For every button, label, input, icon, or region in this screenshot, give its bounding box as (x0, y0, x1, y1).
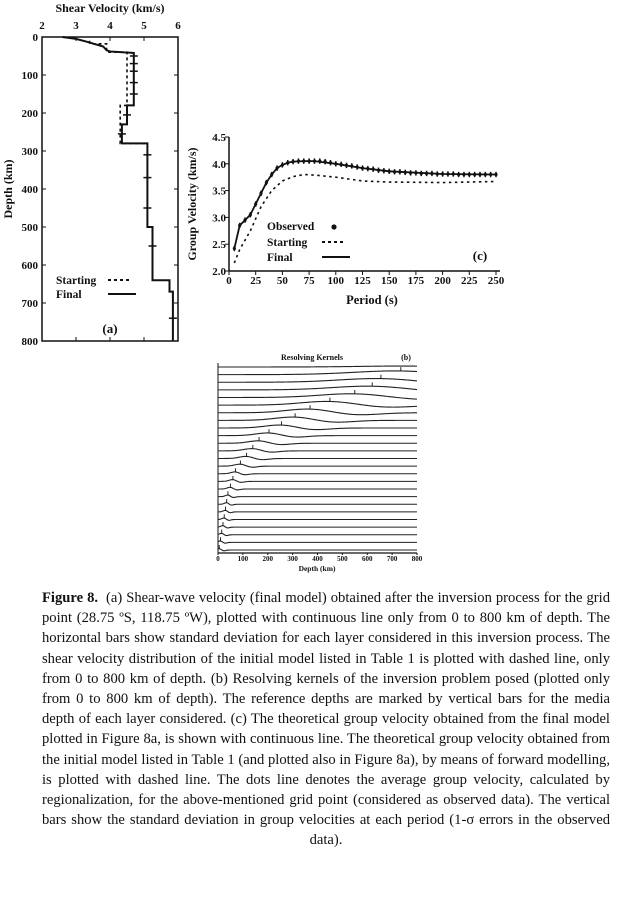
observed-point (388, 170, 391, 173)
x-tick-label: 600 (362, 555, 373, 563)
x-tick-label: 0 (226, 275, 232, 287)
legend-final-c: Final (267, 252, 293, 264)
kernel-curve (218, 386, 417, 390)
panel-a-ylabel: Depth (km) (1, 159, 15, 219)
x-tick-label: 800 (411, 555, 423, 563)
kernel-curve (218, 449, 417, 452)
y-tick-label: 800 (21, 336, 38, 348)
observed-point (414, 171, 417, 174)
observed-point (233, 247, 236, 250)
observed-point (308, 160, 311, 163)
observed-point (377, 169, 380, 172)
legend-observed: Observed (267, 221, 315, 233)
kernel-curve (218, 487, 417, 490)
panel-c-label: (c) (472, 248, 488, 263)
y-tick-label: 400 (21, 184, 38, 196)
panel-b-resolving-kernels (216, 353, 423, 573)
x-tick-label: 500 (337, 555, 348, 563)
observed-point (468, 173, 471, 176)
legend-starting: Starting (56, 275, 97, 287)
observed-point (473, 173, 476, 176)
observed-point (313, 160, 316, 163)
observed-point (334, 162, 337, 165)
observed-point (478, 173, 481, 176)
observed-point (404, 171, 407, 174)
x-tick-label: 150 (380, 275, 398, 287)
kernel-curve (218, 433, 417, 437)
kernel-curve (218, 425, 417, 430)
y-tick-label: 300 (21, 146, 38, 158)
x-tick-label: 3 (73, 20, 79, 32)
kernel-curve (218, 510, 417, 512)
series-starting (90, 41, 148, 144)
panel-b-label: (b) (401, 353, 411, 362)
observed-point (238, 224, 241, 227)
kernel-curve (218, 417, 417, 422)
x-tick-label: 25 (250, 275, 262, 287)
x-tick-label: 200 (262, 555, 273, 563)
y-tick-label: 0 (32, 32, 38, 44)
panel-c-xlabel: Period (s) (346, 293, 398, 307)
observed-point (345, 164, 348, 167)
observed-point (489, 173, 492, 176)
observed-point (281, 163, 284, 166)
observed-point (302, 160, 305, 163)
kernel-curve (218, 379, 417, 383)
observed-point (259, 192, 262, 195)
observed-point (297, 160, 300, 163)
y-tick-label: 100 (21, 70, 38, 82)
x-tick-label: 100 (237, 555, 249, 563)
y-tick-label: 600 (21, 260, 38, 272)
caption-label: Figure 8. (42, 590, 99, 606)
observed-point (329, 161, 332, 164)
kernel-curve (218, 541, 417, 543)
x-tick-label: 175 (407, 275, 425, 287)
x-tick-label: 225 (461, 275, 478, 287)
panel-c-group-velocity (185, 132, 505, 307)
x-tick-label: 400 (312, 555, 323, 563)
legend-starting-c: Starting (267, 237, 308, 249)
caption-text: (a) Shear-wave velocity (final model) obtained after the inversion process for the grid point (28.75 ºS, 118.75 ºW), plotted with continuous line only from 0 to 800 km of depth. The horizontal bars show standard deviation for each layer considered in this inversion process. The shear velocity distribution of the initial model listed in Table 1 is plotted with dashed line, only from 0 to 800 km of depth. (b) Resolving kernels of the inversion problem posed (plotted only from 0 to 800 km of depth). The reference depths are marked by vertical bars for the media depth of each layer considered. (c) The theoretical group velocity obtained from the final model plotted in Figure 8a, is shown with continuous line. The theoretical group velocity obtained from the initial model listed in Table 1 (and plotted also in Figure 8a), by means of forward modelling, is plotted with dashed line. The dots line denotes the average group velocity, calculated by regionalization, for the above-mentioned grid point (considered as observed data). The vertical bars show the standard deviation in group velocities at each period (1-σ errors in the observed data). (42, 590, 611, 849)
observed-point (462, 173, 465, 176)
x-tick-label: 200 (434, 275, 451, 287)
x-tick-label: 4 (107, 20, 113, 32)
panel-c-ylabel: Group Velocity (km/s) (185, 147, 199, 261)
observed-point (457, 173, 460, 176)
figure-caption (42, 588, 610, 851)
series-final (234, 161, 496, 248)
observed-point (270, 173, 273, 176)
observed-point (398, 170, 401, 173)
observed-point (324, 160, 327, 163)
kernel-curve (218, 526, 417, 528)
y-tick-label: 2.0 (212, 266, 226, 278)
observed-point (372, 168, 375, 171)
observed-point (446, 172, 449, 175)
x-tick-label: 6 (175, 20, 181, 32)
observed-point (275, 166, 278, 169)
observed-point (436, 172, 439, 175)
kernel-curve (218, 549, 417, 551)
panel-a-label: (a) (102, 321, 118, 336)
observed-point (265, 181, 268, 184)
kernel-curve (218, 518, 417, 520)
x-tick-label: 300 (287, 555, 298, 563)
panel-b-xlabel: Depth (km) (298, 564, 336, 573)
panel-a-shear-velocity (1, 1, 181, 348)
observed-point (484, 173, 487, 176)
observed-point (452, 172, 455, 175)
kernel-curve (218, 394, 417, 399)
observed-point (382, 169, 385, 172)
x-tick-label: 75 (303, 275, 315, 287)
x-tick-label: 5 (141, 20, 147, 32)
observed-point (430, 172, 433, 175)
observed-point (318, 160, 321, 163)
observed-point (425, 172, 428, 175)
y-tick-label: 4.0 (212, 158, 226, 171)
kernel-curve (218, 366, 417, 367)
series-starting (234, 175, 496, 263)
y-tick-label: 700 (21, 298, 38, 310)
kernel-curve (218, 441, 417, 445)
observed-point (286, 161, 289, 164)
observed-point (254, 202, 257, 205)
panel-a-title: Shear Velocity (km/s) (55, 1, 165, 15)
observed-point (291, 160, 294, 163)
kernel-curve (218, 464, 417, 467)
kernel-curve (218, 533, 417, 535)
kernel-curve (218, 472, 417, 475)
y-tick-label: 4.5 (212, 132, 226, 144)
observed-point (249, 213, 252, 216)
y-tick-label: 3.5 (212, 185, 226, 198)
observed-point (361, 166, 364, 169)
x-tick-label: 100 (327, 275, 345, 287)
observed-point (340, 163, 343, 166)
y-tick-label: 200 (21, 108, 38, 120)
x-tick-label: 50 (276, 275, 288, 287)
x-tick-label: 250 (487, 275, 505, 287)
kernel-curve (218, 409, 417, 415)
legend-observed-dot (331, 224, 336, 229)
observed-point (356, 165, 359, 168)
observed-point (243, 218, 246, 221)
kernel-curve (218, 456, 417, 459)
panel-b-title: Resolving Kernels (281, 353, 343, 362)
x-tick-label: 2 (39, 20, 45, 32)
observed-point (494, 173, 497, 176)
observed-point (420, 172, 423, 175)
y-tick-label: 3.0 (212, 212, 226, 225)
kernel-curve (218, 401, 417, 407)
observed-point (350, 164, 353, 167)
x-tick-label: 125 (354, 275, 371, 287)
kernel-curve (218, 495, 417, 497)
observed-point (409, 171, 412, 174)
kernel-curve (218, 480, 417, 483)
observed-point (366, 167, 369, 170)
y-tick-label: 500 (21, 222, 38, 234)
kernel-curve (218, 503, 417, 505)
x-tick-label: 700 (386, 555, 398, 563)
legend-final: Final (56, 289, 82, 301)
observed-point (393, 170, 396, 173)
kernel-curve (218, 371, 417, 375)
x-tick-label: 0 (216, 555, 220, 563)
observed-point (441, 172, 444, 175)
y-tick-label: 2.5 (212, 239, 226, 252)
